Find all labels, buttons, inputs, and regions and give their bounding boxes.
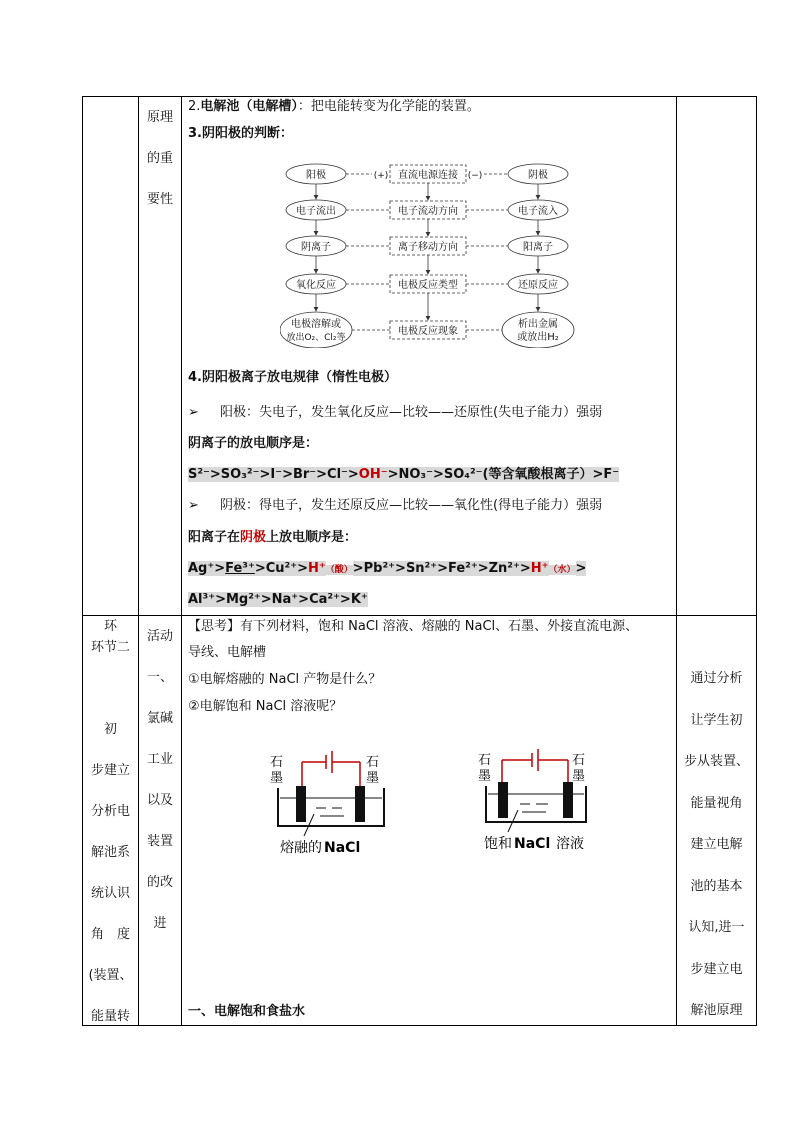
intent-line: 通过分析 (690, 671, 743, 686)
heading-discharge-rule: 4.阴阳极离子放电规律（惰性电极） (188, 370, 397, 385)
cation-seq-h-acid: H⁺ (308, 561, 326, 576)
question-2: ②电解饱和 NaCl 溶液呢？ (188, 699, 343, 714)
label-line: (装置、 (88, 968, 133, 983)
section-title-brine-electrolysis: 一、电解饱和食盐水 (188, 1004, 306, 1019)
label-line: 环节二 (90, 640, 130, 655)
graphite-label: 石 (572, 753, 586, 768)
diagram-caption: NaCl (324, 840, 361, 856)
electrode-flow-diagram (280, 158, 580, 348)
flow-text: 直流电源连接 (398, 170, 458, 181)
flow-text: 电极反应类型 (398, 280, 458, 291)
heading-electrode-judgement: 3.阴阳极的判断： (188, 126, 293, 141)
label-line (83, 702, 138, 722)
molten-nacl-apparatus (264, 748, 394, 856)
think-prompt-line-2: 导线、电解槽 (188, 645, 267, 660)
label-line: 氯碱 (146, 711, 173, 726)
cation-seq-part: >Pb²⁺>Sn²⁺>Fe²⁺>Zn²⁺> (352, 561, 531, 576)
anion-seq-part: >NO₃⁻>SO₄²⁻(等含氧酸根离子）>F⁻ (387, 467, 620, 482)
cation-seq-part: >Cu²⁺> (254, 561, 308, 576)
diagram-caption: 熔融的 (280, 840, 322, 856)
flow-text: 电极反应现象 (398, 326, 458, 337)
flow-text: 阴极 (528, 170, 548, 181)
electrolytic-cell-definition (188, 99, 480, 115)
diagram-caption: NaCl (514, 836, 551, 850)
intent-line: 步建立电 (690, 961, 743, 977)
row2-activity-label (139, 629, 181, 957)
label-line: 装置 (146, 834, 173, 849)
label-line: 要性 (146, 192, 173, 207)
label-line: 解池系 (90, 845, 130, 860)
flow-text: 电子流入 (518, 206, 558, 217)
flow-text: 阴离子 (301, 242, 331, 253)
title-part-red: 阴极 (240, 530, 267, 545)
graphite-label: 石 (366, 755, 380, 770)
flow-text: 离子移动方向 (398, 242, 458, 253)
flow-text: 阳离子 (523, 242, 553, 253)
intent-line: 池的基本 (690, 878, 743, 894)
intent-line: 能量视角 (690, 795, 743, 811)
label-line: 角 度 (90, 927, 130, 942)
row2-stage-label (83, 619, 138, 1050)
label-line: 以及 (146, 793, 173, 808)
label-line: 一、 (146, 670, 173, 685)
cathode-rule (188, 498, 602, 514)
intent-line: 步从装置、 (683, 754, 749, 769)
row1-activity-label (139, 110, 181, 233)
col-divider-2 (181, 96, 182, 1026)
label-line: 进 (153, 916, 167, 931)
anion-seq-part: S²⁻>SO₃²⁻>I⁻>Br⁻>Cl⁻> (188, 467, 359, 482)
flow-text: 或放出H₂ (517, 332, 559, 343)
intent-line: 解池原理 (690, 1003, 743, 1018)
label-line: 活动 (146, 629, 173, 644)
intent-line: 认知,进一 (688, 920, 745, 935)
title-part: 阳离子在 (188, 530, 241, 545)
cation-seq-h-water: H⁺ (530, 561, 549, 576)
cation-order-sequence-2 (188, 592, 368, 608)
title-part: 上放电顺序是： (266, 530, 358, 545)
label-line: 初 (103, 722, 117, 737)
intent-line: 让学生初 (690, 712, 743, 728)
label-line: 工业 (146, 752, 173, 767)
label-line: 的改 (146, 875, 173, 890)
item-number: 2. (188, 99, 201, 114)
flow-text: 放出O₂、Cl₂等 (286, 333, 346, 343)
flow-text: 电子流出 (296, 206, 336, 217)
graphite-label: 石 (478, 753, 492, 768)
label-line: 步建立 (90, 763, 130, 778)
cation-seq-h-acid-note: （酸） (325, 565, 353, 575)
diagram-caption: 饱和 (484, 836, 512, 850)
bullet-arrow-icon: ➢ (188, 405, 199, 420)
definition-text: ：把电能转变为化学能的装置。 (297, 99, 480, 114)
anode-rule (188, 405, 602, 421)
cathode-rule-text: 阴极：得电子，发生还原反应—比较——氧化性(得电子能力）强弱 (220, 498, 603, 513)
graphite-label: 墨 (572, 769, 586, 784)
flow-text: (+) (373, 171, 389, 181)
cation-seq-part: Al³⁺>Mg²⁺>Na⁺>Ca²⁺>K⁺ (188, 592, 368, 607)
label-line: 原理 (146, 110, 173, 125)
anion-seq-oh: OH⁻ (358, 467, 388, 482)
row2-design-intent (677, 671, 756, 1045)
label-line: 能量转 (90, 1009, 130, 1024)
flow-text: 电极溶解或 (291, 319, 341, 330)
think-prompt-line-1: 【思考】有下列材料，饱和 NaCl 溶液、熔融的 NaCl、石墨、外接直流电源、 (188, 619, 639, 634)
label-line: 分析电 (90, 804, 130, 819)
table-bottom-border (82, 1025, 757, 1026)
bullet-arrow-icon: ➢ (188, 498, 199, 513)
flow-text: 电子流动方向 (398, 206, 458, 217)
flow-text: 还原反应 (518, 280, 558, 291)
intent-line: 建立电解 (690, 837, 743, 852)
cation-seq-part: > (575, 561, 587, 576)
table-top-border (82, 96, 757, 97)
question-1: ①电解熔融的 NaCl 产物是什么？ (188, 672, 382, 687)
graphite-label: 石 (270, 755, 284, 770)
cation-order-title (188, 530, 357, 546)
cation-seq-part: Ag⁺> (188, 561, 226, 576)
cation-order-sequence-1 (188, 561, 586, 578)
graphite-label: 墨 (478, 769, 492, 784)
label-line: 统认识 (90, 886, 130, 901)
graphite-label: 墨 (366, 771, 380, 786)
flow-text: 阳极 (306, 170, 326, 181)
anion-order-sequence (188, 467, 619, 483)
flow-text: 析出金属 (518, 319, 558, 330)
graphite-label: 墨 (270, 771, 284, 786)
flow-text: (−) (467, 171, 483, 181)
term-bold: 电解池（电解槽） (200, 99, 298, 114)
cation-seq-h-water-note: （水） (548, 565, 576, 575)
table-right-border (756, 96, 757, 1026)
saturated-nacl-solution-apparatus (474, 742, 604, 850)
cation-seq-fe: Fe³⁺ (225, 561, 255, 576)
anode-rule-text: 阳极：失电子，发生氧化反应—比较——还原性(失电子能力）强弱 (220, 405, 603, 420)
anion-order-title: 阴离子的放电顺序是： (188, 436, 319, 451)
label-line: 的重 (146, 151, 173, 166)
diagram-caption: 溶液 (556, 836, 584, 850)
label-line: 环 (103, 619, 117, 634)
row-divider (82, 615, 757, 616)
flow-text: 氧化反应 (296, 280, 336, 291)
